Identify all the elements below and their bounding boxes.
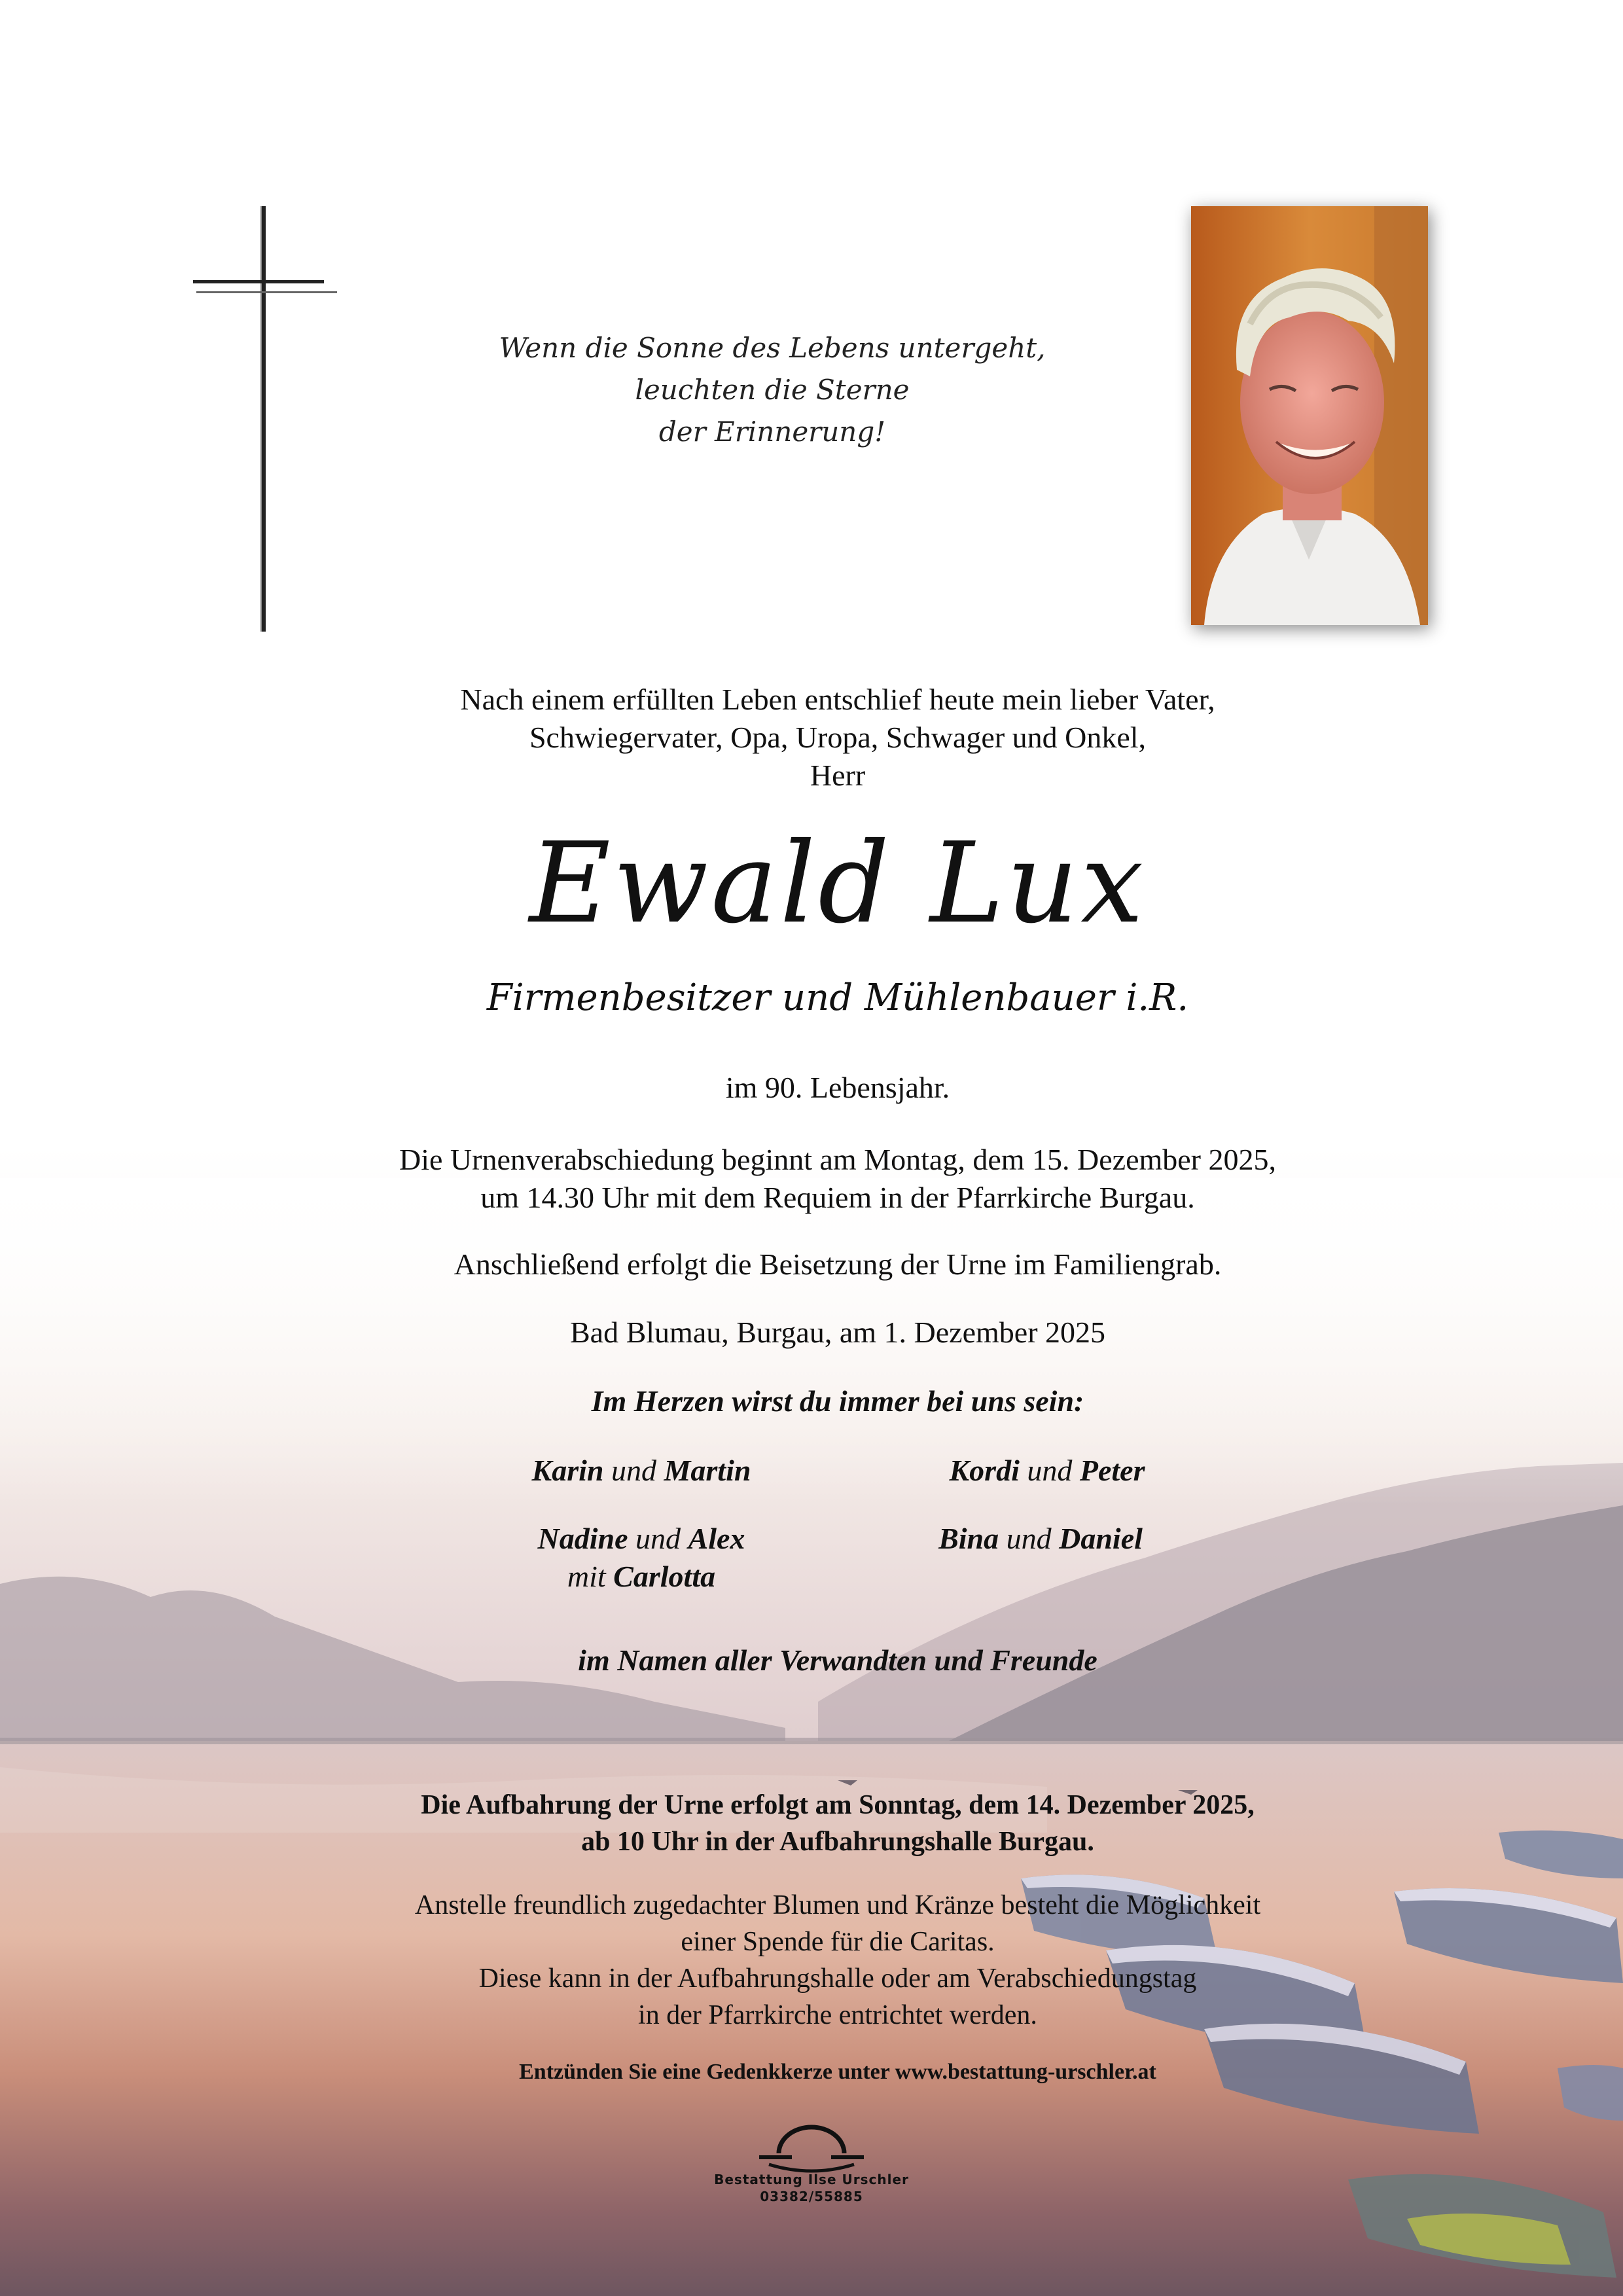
deceased-age: im 90. Lebensjahr. [725,1071,950,1104]
mourners-title: Im Herzen wirst du immer bei uns sein: [591,1384,1084,1418]
memorial-quote [458,327,1086,453]
cross-bar-shadow [196,291,337,293]
viewing-info [249,1787,1427,1860]
mourner-connector: und [1006,1522,1052,1555]
quote-line: leuchten die Sterne [635,374,910,406]
donation-line: in der Pfarrkirche entrichtet werden. [638,2000,1037,2030]
service-details [249,1141,1427,1217]
place-and-date: Bad Blumau, Burgau, am 1. Dezember 2025 [569,1316,1106,1349]
intro-line: Schwiegervater, Opa, Uropa, Schwager und Onkel, [529,721,1147,754]
service-line: Die Urnenverabschiedung beginnt am Montag, dem 15. Dezember 2025, [399,1143,1276,1176]
quote-line: der Erinnerung! [658,416,886,448]
donation-line: Diese kann in der Aufbahrungshalle oder am Verabschiedungstag [478,1964,1197,1994]
viewing-line: Die Aufbahrung der Urne erfolgt am Sonntag, dem 14. Dezember 2025, [421,1790,1255,1820]
funeral-home-logo [753,2117,870,2176]
mourner-connector: und [1027,1454,1073,1487]
intro-line: Nach einem erfüllten Leben entschlief heute mein lieber Vater, [460,683,1215,716]
mourner-couple [445,1452,838,1490]
relatives-line: im Namen aller Verwandten und Freunde [578,1643,1097,1677]
announcement-intro [249,681,1427,795]
cross-icon [260,206,266,632]
viewing-line: ab 10 Uhr in der Aufbahrungshalle Burgau. [581,1827,1094,1857]
mourner-with-word: mit [567,1560,606,1593]
funeral-home-phone: 03382/55885 [760,2189,863,2204]
mourner-name: Bina [938,1522,999,1555]
quote-line: Wenn die Sonne des Lebens untergeht, [499,332,1046,364]
portrait-photo [1191,206,1428,625]
mourner-connector: und [635,1522,681,1555]
mourner-name: Daniel [1059,1522,1143,1555]
deceased-profession: Firmenbesitzer und Mühlenbauer i.R. [486,977,1189,1019]
funeral-home-name: Bestattung Ilse Urschler [714,2172,909,2187]
donation-line: Anstelle freundlich zugedachter Blumen und Kränze besteht die Möglichkeit [414,1890,1261,1920]
mourner-child-name: Carlotta [613,1560,716,1593]
deceased-name: Ewald Lux [529,819,1147,948]
mourner-name: Alex [688,1522,745,1555]
service-line: um 14.30 Uhr mit dem Requiem in der Pfarrkirche Burgau. [480,1181,1195,1214]
burial-info: Anschließend erfolgt die Beisetzung der Urne im Familiengrab. [454,1247,1222,1281]
mourner-name: Nadine [537,1522,628,1555]
mourner-name: Peter [1079,1454,1145,1487]
cross-bar [193,280,324,283]
mourner-name: Kordi [949,1454,1020,1487]
intro-line: Herr [810,759,866,792]
memorial-candle-link[interactable]: Entzünden Sie eine Gedenkkerze unter www.bestattung-urschler.at [519,2060,1156,2084]
mourner-name: Martin [664,1454,751,1487]
donation-line: einer Spende für die Caritas. [681,1927,995,1957]
funeral-home-info [641,2171,982,2205]
mourner-couple [851,1452,1243,1490]
mourner-couple [844,1520,1237,1558]
mourner-connector: und [611,1454,656,1487]
mourner-name: Karin [531,1454,604,1487]
mourner-couple [445,1520,838,1596]
donation-info [249,1887,1427,2034]
